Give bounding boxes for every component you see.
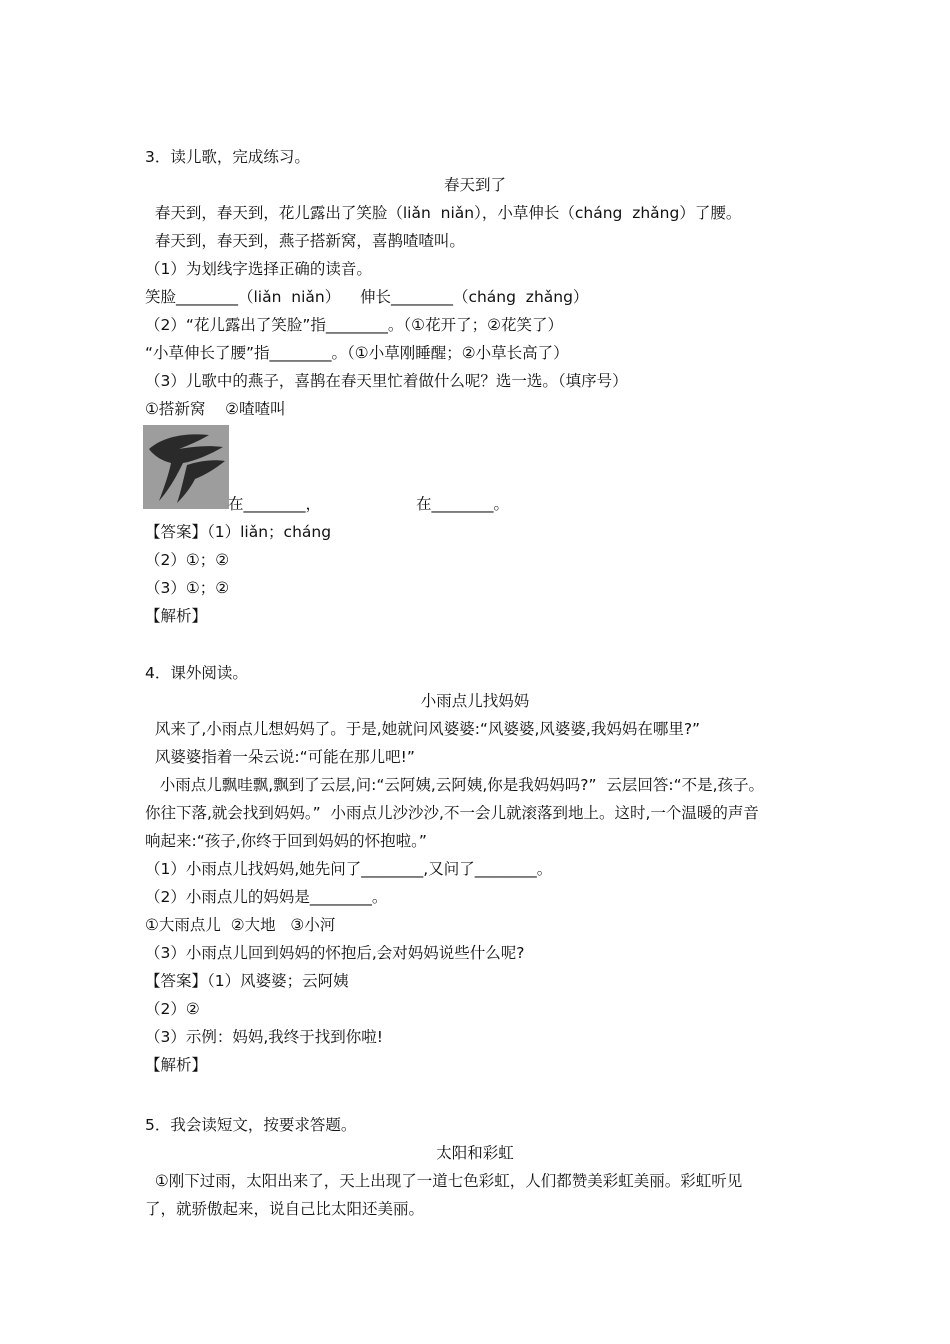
q4-para-3-line-2: 你往下落,就会找到妈妈。” 小雨点儿沙沙沙,不一会儿就滚落到地上。这时,一个温暖的声音 (145, 804, 759, 822)
q4-story-title: 小雨点儿找妈妈 (420, 692, 530, 710)
q3-sub-2-a: （2）“花儿露出了笑脸”指________。（①花开了；②花笑了） (145, 316, 563, 334)
q3-sub-1-blanks: 笑脸________（liǎn niǎn） 伸长________（cháng zhǎng） (145, 288, 589, 306)
q4-answer-1: 【答案】（1）风婆婆；云阿姨 (145, 972, 349, 990)
q3-poem-title: 春天到了 (443, 176, 506, 194)
q4-sub-3: （3）小雨点儿回到妈妈的怀抱后,会对妈妈说些什么呢? (145, 944, 525, 962)
q3-prompt: 3．读儿歌，完成练习。 (145, 148, 310, 166)
q5-story-title: 太阳和彩虹 (436, 1144, 514, 1162)
q4-sub-2: （2）小雨点儿的妈妈是________。 (145, 888, 388, 906)
q5-prompt: 5．我会读短文，按要求答题。 (145, 1116, 357, 1134)
q3-answer-3: （3）①；② (145, 579, 230, 597)
q3-sub-3-options: ①搭新窝 ②喳喳叫 (145, 400, 286, 418)
q3-blank-left: 在________， (228, 495, 322, 513)
q3-sub-3: （3）儿歌中的燕子，喜鹊在春天里忙着做什么呢？选一选。（填序号） (145, 372, 628, 390)
q3-sub-2-b: “小草伸长了腰”指________。（①小草刚睡醒；②小草长高了） (145, 344, 569, 362)
q5-para-1-line-1: ①刚下过雨，太阳出来了，天上出现了一道七色彩虹，人们都赞美彩虹美丽。彩虹听见 (145, 1172, 743, 1190)
q4-answer-2: （2）② (145, 1000, 200, 1018)
q4-para-3-line-1: 小雨点儿飘哇飘,飘到了云层,问:“云阿姨,云阿姨,你是我妈妈吗?” 云层回答:“不是,孩子。 (145, 776, 765, 794)
q3-blank-right: 在________。 (416, 495, 510, 513)
q3-sub-1: （1）为划线字选择正确的读音。 (145, 260, 372, 278)
q4-analysis: 【解析】 (145, 1056, 208, 1074)
q3-answer-1: 【答案】（1）liǎn；cháng (145, 523, 332, 541)
q3-analysis: 【解析】 (145, 607, 208, 625)
q4-para-1: 风来了,小雨点儿想妈妈了。于是,她就问风婆婆:“风婆婆,风婆婆,我妈妈在哪里?” (145, 720, 701, 738)
q4-prompt: 4．课外阅读。 (145, 664, 248, 682)
swallow-image (143, 425, 229, 509)
q4-para-2: 风婆婆指着一朵云说:“可能在那儿吧!” (145, 748, 415, 766)
q4-sub-2-options: ①大雨点儿 ②大地 ③小河 (145, 916, 336, 934)
q3-poem-line-2: 春天到，春天到，燕子搭新窝，喜鹊喳喳叫。 (145, 232, 465, 250)
swallow-illustration (143, 425, 229, 509)
q5-para-1-line-2: 了，就骄傲起来，说自己比太阳还美丽。 (145, 1200, 425, 1218)
q4-answer-3: （3）示例：妈妈,我终于找到你啦! (145, 1028, 384, 1046)
q4-sub-1: （1）小雨点儿找妈妈,她先问了________,又问了________。 (145, 860, 553, 878)
q3-answer-2: （2）①；② (145, 551, 230, 569)
q3-poem-line-1: 春天到，春天到，花儿露出了笑脸（liǎn niǎn），小草伸长（cháng zhǎng）了腰。 (145, 204, 742, 222)
q4-para-3-line-3: 响起来:“孩子,你终于回到妈妈的怀抱啦。” (145, 832, 427, 850)
